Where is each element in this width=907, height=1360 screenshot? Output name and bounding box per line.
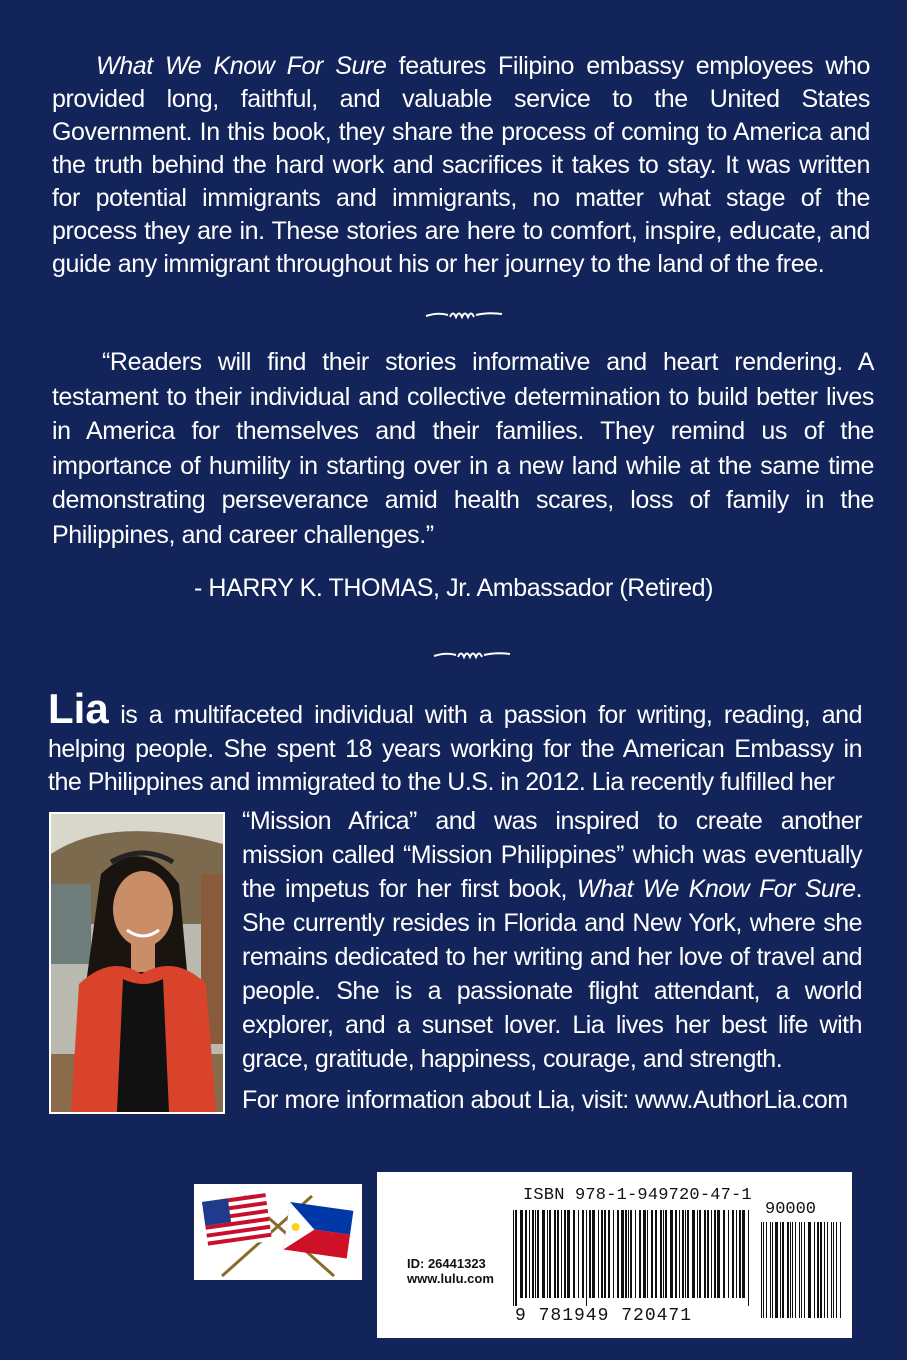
- crossed-flags-logo: [194, 1184, 362, 1280]
- barcode-bar: [547, 1210, 548, 1298]
- barcode-bar: [582, 1210, 584, 1298]
- barcode-bar: [692, 1210, 695, 1298]
- author-photo: [49, 812, 225, 1114]
- barcode-bar: [820, 1222, 822, 1318]
- barcode-bar: [604, 1210, 606, 1298]
- barcode-bar: [775, 1222, 778, 1318]
- barcode-bar: [736, 1210, 737, 1298]
- barcode-bar: [763, 1222, 764, 1318]
- author-website-line: For more information about Lia, visit: www.AuthorLia.com: [242, 1086, 848, 1114]
- isbn-barcode-panel: [377, 1172, 852, 1338]
- barcode-bar: [782, 1222, 784, 1318]
- barcode-bar: [790, 1222, 791, 1318]
- blurb-book-title: What We Know For Sure: [96, 52, 387, 80]
- barcode-bar: [625, 1210, 627, 1298]
- lulu-id-block: [407, 1256, 494, 1286]
- barcode-bar: [699, 1210, 701, 1298]
- barcode-bar: [787, 1222, 789, 1318]
- barcode-bar: [836, 1222, 837, 1318]
- barcode-bar: [537, 1210, 539, 1298]
- barcode-bar: [675, 1210, 677, 1298]
- author-name: Lia: [48, 685, 109, 732]
- quote-attribution: - HARRY K. THOMAS, Jr. Ambassador (Retired): [193, 574, 714, 602]
- barcode-bar: [670, 1210, 673, 1298]
- barcode-bar: [567, 1210, 570, 1298]
- barcode-bar: [598, 1210, 599, 1298]
- barcode-bar: [613, 1210, 614, 1298]
- barcode-bar: [573, 1210, 575, 1298]
- barcode-bar: [687, 1210, 689, 1298]
- endorsement-quote: “Readers will find their stories informative and heart rendering. A testament to their individual and collective determination to build better lives in America for themselves and their families. They remind us of the importance of humility in starting over in a new land while at the same time demonstrating perseverance amid health scares, loss of family in the Philippines, and career challenges.”: [52, 348, 874, 549]
- barcode-bar: [532, 1210, 534, 1298]
- barcode-bar: [801, 1222, 802, 1318]
- barcode-bar: [761, 1222, 762, 1318]
- barcode-bar: [554, 1210, 556, 1298]
- barcode-bar: [748, 1210, 749, 1306]
- barcode-bar: [682, 1210, 684, 1298]
- barcode-bar: [766, 1222, 767, 1318]
- barcode-bar: [817, 1222, 819, 1318]
- barcode-bar: [697, 1210, 698, 1298]
- barcode-bar: [628, 1210, 629, 1298]
- barcode-bar: [799, 1222, 800, 1318]
- barcode-bar: [549, 1210, 551, 1298]
- author-bio-body: [242, 804, 862, 1076]
- barcode-bar: [704, 1210, 706, 1298]
- barcode-bar: [578, 1210, 579, 1298]
- ornament-divider: [432, 648, 512, 662]
- barcode-bar: [651, 1210, 653, 1298]
- barcode-bar: [772, 1222, 773, 1318]
- barcode-bar: [808, 1222, 811, 1318]
- barcode-bar: [739, 1210, 741, 1298]
- price-code: 90000: [765, 1200, 817, 1219]
- barcode-bar: [542, 1210, 545, 1298]
- barcode-bar: [660, 1210, 662, 1298]
- blurb-text: features Filipino embassy employees who provided long, faithful, and valuable service to the United States Government. In this book, they share the process of coming to America and the truth behind the hard work and sacrifices it takes to stay. It was written for potential immigrants and immigrants, no matter what stage of the process they are in. These stories are here to comfort, inspire, educate, and guide any immigrant throughout his or her journey to the land of the free.: [52, 52, 870, 278]
- barcode-bar: [564, 1210, 566, 1298]
- barcode-bar: [601, 1210, 603, 1298]
- barcode-bar: [513, 1210, 514, 1306]
- bio-book-title: What We Know For Sure: [576, 875, 856, 903]
- barcode-bar: [663, 1210, 664, 1298]
- isbn-number: ISBN 978-1-949720-47-1: [523, 1186, 752, 1205]
- barcode-bar: [589, 1210, 591, 1298]
- barcode-bar: [792, 1222, 793, 1318]
- barcode-bar: [840, 1222, 841, 1318]
- barcode-bar: [635, 1210, 636, 1298]
- barcode-bar: [707, 1210, 709, 1298]
- bio-side-text-2: . She currently resides in Florida and New York, where she remains dedicated to her writing and her love of travel and people. She is a passionate flight attendant, a world explorer, and a sunset lover. Lia lives her best life with grace, gratitude, happiness, courage, and strength.: [242, 875, 863, 1073]
- barcode-bar: [643, 1210, 646, 1298]
- barcode-bar: [586, 1210, 587, 1306]
- barcode-bar: [780, 1222, 781, 1318]
- barcode-bar: [621, 1210, 624, 1298]
- barcode-bar: [679, 1210, 680, 1298]
- barcode-bar: [655, 1210, 657, 1298]
- barcode-bar: [647, 1210, 648, 1298]
- book-blurb: [52, 50, 870, 281]
- barcode-bar: [717, 1210, 720, 1298]
- barcode-bar: [831, 1222, 832, 1318]
- ornament-divider: [424, 308, 504, 322]
- barcode-bar: [714, 1210, 716, 1298]
- barcode-bar: [824, 1222, 825, 1318]
- ean-digits: 9 781949 720471: [515, 1306, 693, 1326]
- ean-barcode: [513, 1210, 753, 1306]
- barcode-bar: [665, 1210, 667, 1298]
- barcode-bar: [795, 1222, 796, 1318]
- barcode-bar: [728, 1210, 729, 1298]
- barcode-bar: [639, 1210, 641, 1298]
- barcode-bar: [630, 1210, 632, 1298]
- bio-side-text-1: “Mission Africa” and was inspired to create another mission called “Mission Philippines” which was eventually the impetus for her first book,: [242, 807, 862, 903]
- barcode-bar: [711, 1210, 712, 1298]
- barcode-bar: [535, 1210, 536, 1298]
- barcode-bar: [557, 1210, 559, 1298]
- barcode-bar: [617, 1210, 619, 1298]
- barcode-bar: [814, 1222, 815, 1318]
- barcode-bar: [732, 1210, 734, 1298]
- barcode-bar: [608, 1210, 610, 1298]
- barcode-bar: [529, 1210, 530, 1298]
- barcode-bar: [770, 1222, 771, 1318]
- barcode-bar: [525, 1210, 527, 1298]
- author-bio-intro: [48, 685, 862, 800]
- barcode-bar: [833, 1222, 834, 1318]
- barcode-bar: [723, 1210, 725, 1298]
- barcode-bar: [561, 1210, 562, 1298]
- lulu-url: www.lulu.com: [407, 1271, 494, 1286]
- barcode-bar: [520, 1210, 523, 1298]
- bio-intro-text: is a multifaceted individual with a passion for writing, reading, and helping people. She spent 18 years working for the American Embassy in the Philippines and immigrated to the U.S. in 2012. Lia recently fulfilled her: [48, 701, 862, 796]
- lulu-id: ID: 26441323: [407, 1256, 486, 1271]
- barcode-bar: [804, 1222, 805, 1318]
- barcode-bar: [742, 1210, 745, 1298]
- barcode-bar: [827, 1222, 828, 1318]
- barcode-bar: [515, 1210, 517, 1306]
- barcode-bar: [592, 1210, 595, 1298]
- addon-barcode: [761, 1222, 843, 1326]
- barcode-bar: [685, 1210, 686, 1298]
